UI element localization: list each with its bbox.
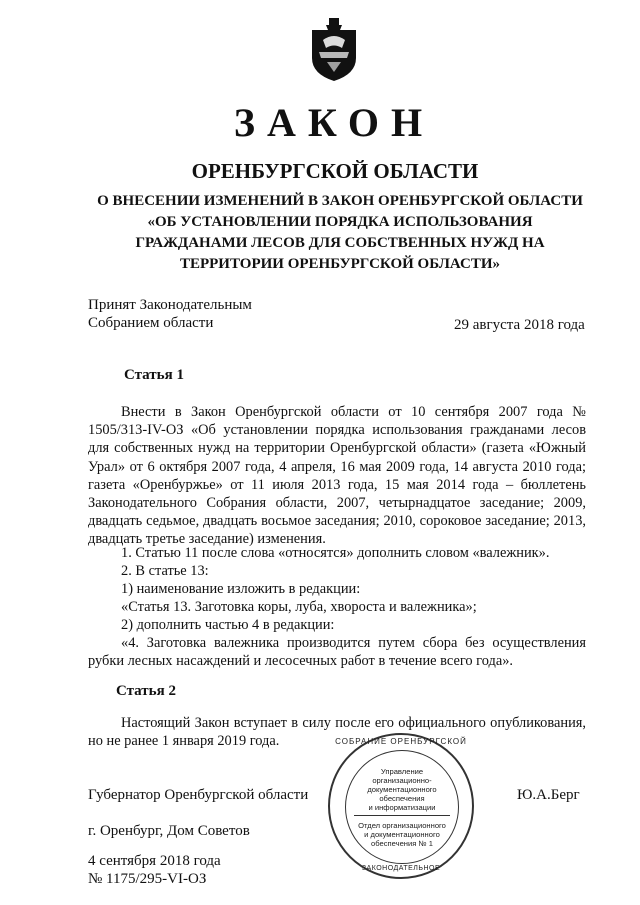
law-number: № 1175/295-VI-ОЗ (88, 871, 207, 887)
article-1-quote: «4. Заготовка валежника производится путем сбора без осуществления рубки лесных насаждений и лесосечных работ в течение всего года». (88, 635, 586, 670)
adoption-date: 29 августа 2018 года (454, 317, 585, 333)
seal-text: обеспечения (379, 794, 425, 803)
article-1-item: 2) дополнить частью 4 в редакции: (121, 617, 335, 633)
signing-date: 4 сентября 2018 года (88, 853, 221, 869)
subtitle-line: О ВНЕСЕНИИ ИЗМЕНЕНИЙ В ЗАКОН ОРЕНБУРГСКОЙ ОБЛАСТИ (97, 193, 583, 209)
adoption-line-1: Принят Законодательным (88, 297, 252, 313)
seal-text: и документационного (364, 830, 440, 839)
article-1-item: 1. Статью 11 после слова «относятся» дополнить словом «валежник». (121, 545, 550, 561)
article-1-item: «Статья 13. Заготовка коры, луба, хвороста и валежника»; (121, 599, 477, 615)
region-title: ОРЕНБУРГСКОЙ ОБЛАСТИ (191, 159, 479, 183)
seal-text: обеспечения № 1 (371, 839, 433, 848)
seal-text: организационно- (372, 776, 432, 785)
seal-text: и информатизации (368, 803, 436, 812)
governor-name: Ю.А.Берг (517, 787, 580, 803)
signing-place: г. Оренбург, Дом Советов (88, 823, 250, 839)
subtitle-line: ТЕРРИТОРИИ ОРЕНБУРГСКОЙ ОБЛАСТИ» (179, 256, 501, 272)
seal-text: документационного (367, 785, 437, 794)
seal-divider (354, 815, 450, 816)
subtitle-line: «ОБ УСТАНОВЛЕНИИ ПОРЯДКА ИСПОЛЬЗОВАНИЯ (147, 214, 533, 230)
seal-inner-circle (345, 750, 459, 864)
article-1-intro: Внести в Закон Оренбургской области от 10 сентября 2007 года № 1505/313-IV-ОЗ «Об установлении порядка использования гражданами лесов для собственных нужд на территории Оренбургской области» (газета «Южный Урал» от 6 октября 2007 года, 4 апреля, 16 мая 2009 года, 14 августа 2010 года; газета «Оренбуржье» от 11 июля 2013 года, 15 мая 2014 года – бюллетень Законодательного Собрания области, 2007, четырнадцатое заседание; 2009, двадцать седьмое, двадцать восьмое заседания; 2010, сороковое заседание; 2013, двадцать третье заседание) изменения. (88, 404, 586, 548)
subtitle-line: ГРАЖДАНАМИ ЛЕСОВ ДЛЯ СОБСТВЕННЫХ НУЖД НА (135, 235, 545, 251)
article-1-heading: Статья 1 (124, 367, 184, 383)
article-2-heading: Статья 2 (116, 683, 176, 699)
article-2-text: Настоящий Закон вступает в силу после его официального опубликования, но не ранее 1 января 2019 года. (88, 715, 586, 750)
article-1-item: 2. В статье 13: (121, 563, 209, 579)
official-seal (328, 733, 474, 879)
seal-text: Отдел организационного (358, 821, 446, 830)
coat-of-arms-icon (309, 18, 359, 82)
seal-ring-text-top: СОБРАНИЕ ОРЕНБУРГСКОЙ (335, 737, 467, 746)
seal-text: Управление (380, 767, 424, 776)
governor-position: Губернатор Оренбургской области (88, 787, 309, 803)
document-title: ЗАКОН (233, 100, 435, 145)
adoption-line-2: Собранием области (88, 315, 214, 331)
seal-ring-text-bottom: ЗАКОНОДАТЕЛЬНОЕ (361, 865, 441, 872)
article-1-item: 1) наименование изложить в редакции: (121, 581, 361, 597)
